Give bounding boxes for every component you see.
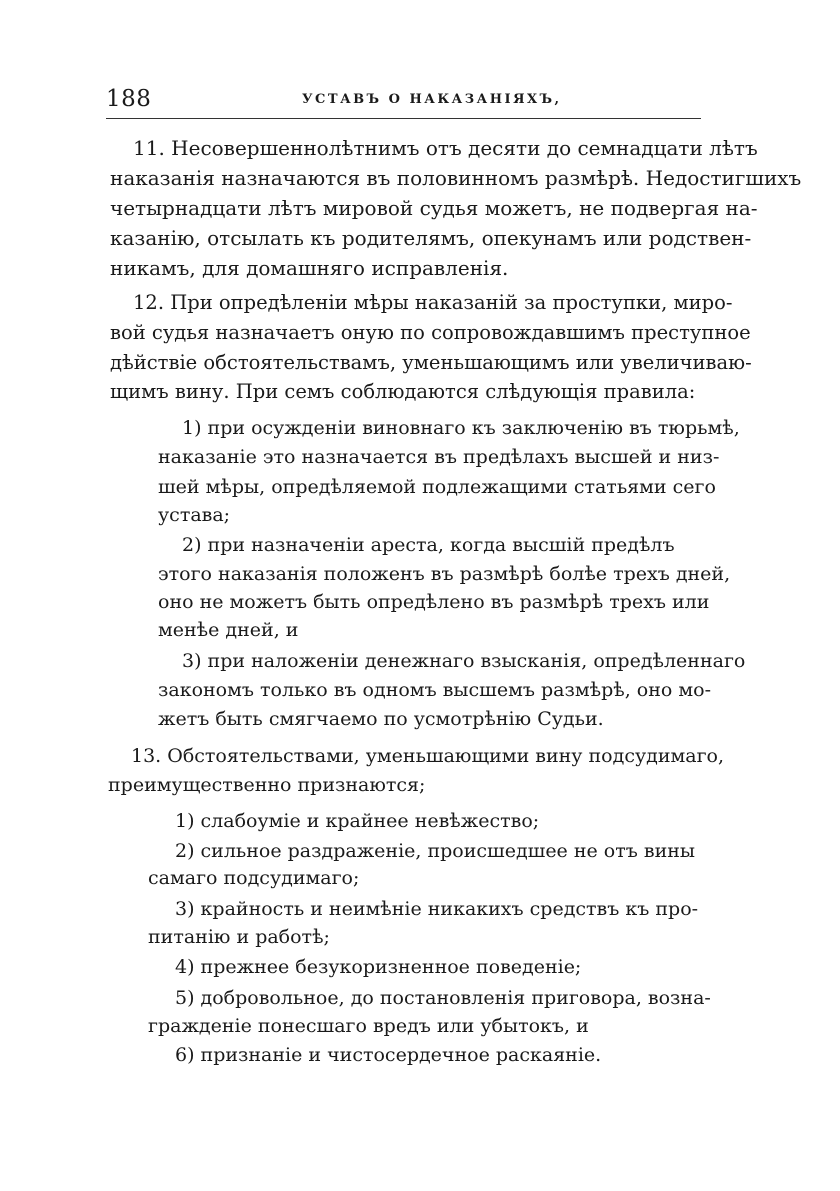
article-13-item-5-line-2: гражденіе понесшаго вредъ или убытокъ, и <box>148 1015 589 1037</box>
article-13-line-2: преимущественно признаются; <box>108 774 426 796</box>
article-12-rule-3-line-2: закономъ только въ одномъ высшемъ размѣрѣ, оно мо- <box>158 679 711 701</box>
article-12-rule-3-line-3: жетъ быть смягчаемо по усмотрѣнію Судьи. <box>158 708 604 730</box>
article-12-rule-1-line-2: наказаніе это назначается въ предѣлахъ высшей и низ- <box>158 446 720 468</box>
article-13-item-2-line-1: 2) сильное раздраженіе, происшедшее не отъ вины <box>175 840 696 862</box>
article-13-item-3-line-1: 3) крайность и неимѣніе никакихъ средствъ къ про- <box>175 898 699 920</box>
page-header <box>106 86 706 116</box>
article-12-line-3: дѣйствіе обстоятельствамъ, уменьшающимъ или увеличиваю- <box>110 351 752 374</box>
article-13-item-3-line-2: питанію и работѣ; <box>148 926 330 948</box>
article-13-item-2-line-2: самаго подсудимаго; <box>148 867 360 889</box>
article-12-rule-1-line-3: шей мѣры, опредѣляемой подлежащими статьями сего <box>158 476 716 498</box>
running-title: УСТАВЪ О НАКАЗАНІЯХЪ, <box>302 92 562 107</box>
article-11-line-5: никамъ, для домашняго исправленія. <box>110 256 509 280</box>
article-11-line-4: казанію, отсылать къ родителямъ, опекунамъ или родствен- <box>110 226 752 250</box>
article-12-rule-2-line-4: менѣе дней, и <box>158 619 299 641</box>
article-12-rule-1-line-4: устава; <box>158 504 231 526</box>
article-12-rule-2-line-3: оно не можетъ быть опредѣлено въ размѣрѣ трехъ или <box>158 591 710 613</box>
article-13-item-1: 1) слабоуміе и крайнее невѣжество; <box>175 810 540 832</box>
article-12-line-1: 12. При опредѣленіи мѣры наказаній за проступки, миро- <box>133 291 733 314</box>
article-13-item-5-line-1: 5) добровольное, до постановленія приговора, возна- <box>175 987 711 1009</box>
page-number: 188 <box>106 86 152 112</box>
article-12-rule-2-line-2: этого наказанія положенъ въ размѣрѣ болѣе трехъ дней, <box>158 563 731 585</box>
article-12-rule-1-line-1: 1) при осужденіи виновнаго къ заключенію въ тюрьмѣ, <box>182 417 740 439</box>
article-12-line-4: щимъ вину. При семъ соблюдаются слѣдующія правила: <box>110 380 696 403</box>
article-11-line-1: 11. Несовершеннолѣтнимъ отъ десяти до семнадцати лѣтъ <box>133 136 758 160</box>
article-11-line-2: наказанія назначаются въ половинномъ размѣрѣ. Недостигшихъ <box>110 166 802 190</box>
article-12-rule-3-line-1: 3) при наложеніи денежнаго взысканія, опредѣленнаго <box>182 650 746 672</box>
article-12-line-2: вой судья назначаетъ оную по сопровождавшимъ преступное <box>110 321 751 344</box>
header-rule <box>106 118 701 119</box>
article-13-item-6: 6) признаніе и чистосердечное раскаяніе. <box>175 1044 602 1066</box>
article-13-item-4: 4) прежнее безукоризненное поведеніе; <box>175 956 582 978</box>
article-11-line-3: четырнадцати лѣтъ мировой судья можетъ, не подвергая на- <box>110 196 758 220</box>
article-13-line-1: 13. Обстоятельствами, уменьшающими вину подсудимаго, <box>131 745 725 767</box>
article-12-rule-2-line-1: 2) при назначеніи ареста, когда высшій предѣлъ <box>182 534 675 556</box>
